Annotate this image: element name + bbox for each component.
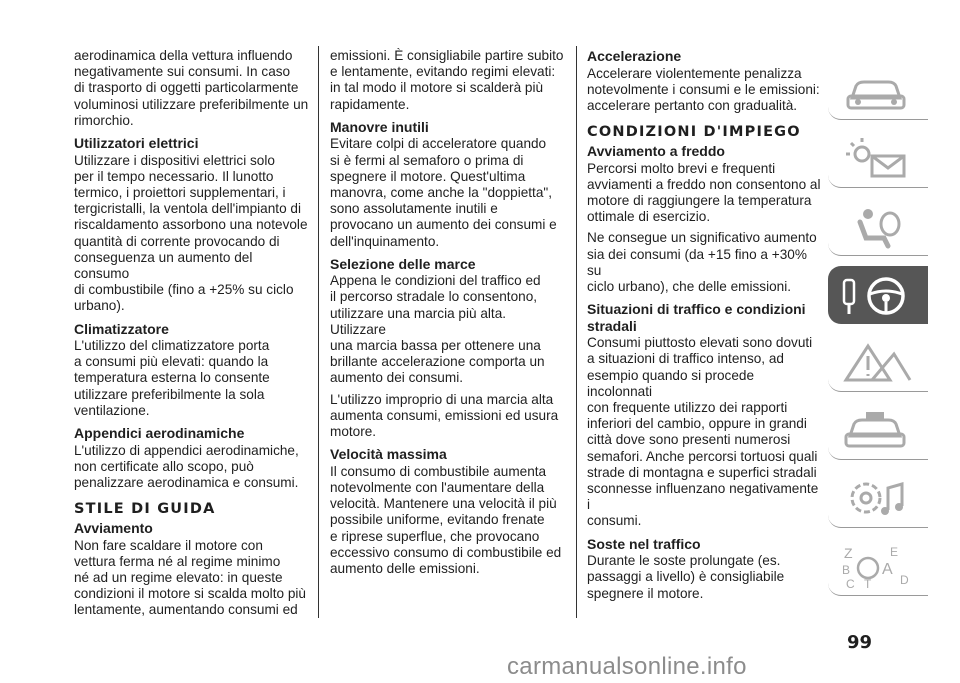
column-divider xyxy=(318,46,319,618)
heading-avviamento-a-freddo: Avviamento a freddo xyxy=(587,143,725,160)
paragraph: Accelerare violentemente penalizza notevolmente i consumi e le emissioni: accelerare pertanto con gradualità. xyxy=(587,65,820,113)
heading-accelerazione: Accelerazione xyxy=(587,48,682,64)
settings-music-icon xyxy=(838,476,918,522)
column-2 xyxy=(330,48,565,582)
tab-car[interactable] xyxy=(828,62,928,120)
tab-warning-lights[interactable] xyxy=(828,130,928,188)
heading-selezione-marce: Selezione delle marce xyxy=(330,255,476,272)
tab-road-warning[interactable] xyxy=(828,334,928,392)
paragraph: Non fare scaldare il motore con vettura ferma né al regime minimo né ad un regime elevato: in queste condizioni il motore si scalda molto più lentamente, aumentando consumi ed xyxy=(74,537,306,618)
paragraph: Utilizzare i dispositivi elettrici solo per il tempo necessario. Il lunotto termico, i proiettori supplementari, i tergicristalli, la ventola dell'impianto di riscaldamento assorbono una notevole quantità di corrente provocando di conseguenza un aumento del consumo di combustibile (fino a +25% su ciclo urbano). xyxy=(74,152,308,314)
index-letter: C xyxy=(846,577,855,590)
heading-avviamento: Avviamento xyxy=(74,520,153,537)
index-letter: B xyxy=(842,563,851,577)
heading-utilizzatori-elettrici: Utilizzatori elettrici xyxy=(74,135,199,152)
paragraph: L'utilizzo di appendici aerodinamiche, non certificate allo scopo, può penalizzare aerodinamica e consumi. xyxy=(74,442,299,490)
index-letter: E xyxy=(890,545,899,559)
key-steering-icon xyxy=(838,272,918,318)
paragraph: Il consumo di combustibile aumenta notevolmente con l'aumentare della velocità. Mantenere una velocità il più possibile uniforme, evitando frenate e riprese superflue, che provocano eccessivo consumo di combustibile ed aumento delle emissioni. xyxy=(330,463,562,576)
index-letter: Z xyxy=(844,545,853,561)
road-warning-icon xyxy=(838,340,918,386)
paragraph: Evitare colpi di acceleratore quando si è fermi al semaforo o prima di spegnere il motore. Quest'ultima manovra, come anche la "doppietta", sono assolutamente inutili e provocano un aumento dei consumi e dell'inquinamento. xyxy=(330,136,557,249)
paragraph: Ne consegue un significativo aumento sia dei consumi (da +15 fino a +30% su ciclo urbano), che delle emissioni. xyxy=(587,230,817,295)
chapter-tabs xyxy=(828,62,928,606)
paragraph: aerodinamica della vettura influendo negativamente sui consumi. In caso di trasporto di oggetti particolarmente voluminosi utilizzare preferibilmente un rimorchio. xyxy=(74,48,309,128)
tab-airbag-seat[interactable] xyxy=(828,198,928,256)
heading-situazioni-traffico: Situazioni di traffico e condizioni stradali xyxy=(587,301,806,334)
warning-lights-icon xyxy=(838,136,918,182)
column-divider xyxy=(576,46,577,618)
car-service-icon xyxy=(838,408,918,454)
paragraph: L'utilizzo del climatizzatore porta a consumi più elevati: quando la temperatura esterna lo consente utilizzare preferibilmente la sola ventilazione. xyxy=(74,338,270,418)
paragraph: Percorsi molto brevi e frequenti avviamenti a freddo non consentono al motore di raggiungere la temperatura ottimale di esercizio. xyxy=(587,160,821,225)
paragraph: Appena le condizioni del traffico ed il percorso stradale lo consentono, utilizzare una marcia più alta. Utilizzare una marcia bassa per ottenere una brillante accelerazione comporta un aumento dei consumi. xyxy=(330,273,545,386)
page-number: 99 xyxy=(847,632,873,653)
paragraph: Consumi piuttosto elevati sono dovuti a situazioni di traffico intenso, ad esempio quando si procede incolonnati con frequente utilizzo dei rapporti inferiori del cambio, oppure in grandi città dove sono presenti numerosi semafori. Anche percorsi tortuosi quali strade di montagna e superfici stradali sconnesse influenzano negativamente i consumi. xyxy=(587,335,819,529)
index-letters-icon xyxy=(838,544,918,590)
section-title-condizioni-impiego: CONDIZIONI D'IMPIEGO xyxy=(587,124,801,141)
heading-appendici-aerodinamiche: Appendici aerodinamiche xyxy=(74,425,245,442)
magnifier-shape xyxy=(858,558,878,578)
heading-soste-traffico: Soste nel traffico xyxy=(587,535,701,552)
airbag-seat-icon xyxy=(838,204,918,250)
tab-car-service[interactable] xyxy=(828,402,928,460)
heading-velocita-massima: Velocità massima xyxy=(330,446,447,463)
column-3 xyxy=(587,48,822,607)
column-1 xyxy=(74,48,309,624)
heading-climatizzatore: Climatizzatore xyxy=(74,320,169,337)
index-letter: A xyxy=(882,561,893,578)
tab-key-steering[interactable] xyxy=(828,266,928,324)
car-icon xyxy=(838,68,918,114)
paragraph: Durante le soste prolungate (es. passaggi a livello) è consigliabile spegnere il motore. xyxy=(587,553,785,601)
watermark: carmanualsonline.info xyxy=(507,653,747,680)
paragraph: L'utilizzo improprio di una marcia alta aumenta consumi, emissioni ed usura motore. xyxy=(330,391,559,440)
heading-manovre-inutili: Manovre inutili xyxy=(330,118,429,135)
tab-index[interactable] xyxy=(828,538,928,596)
tab-settings-music[interactable] xyxy=(828,470,928,528)
paragraph: emissioni. È consigliabile partire subito e lentamente, evitando regimi elevati: in tal modo il motore si scalderà più rapidamente. xyxy=(330,48,564,112)
index-letter: T xyxy=(864,577,872,590)
index-letter: D xyxy=(900,573,909,587)
section-title-stile-di-guida: STILE DI GUIDA xyxy=(74,501,216,518)
